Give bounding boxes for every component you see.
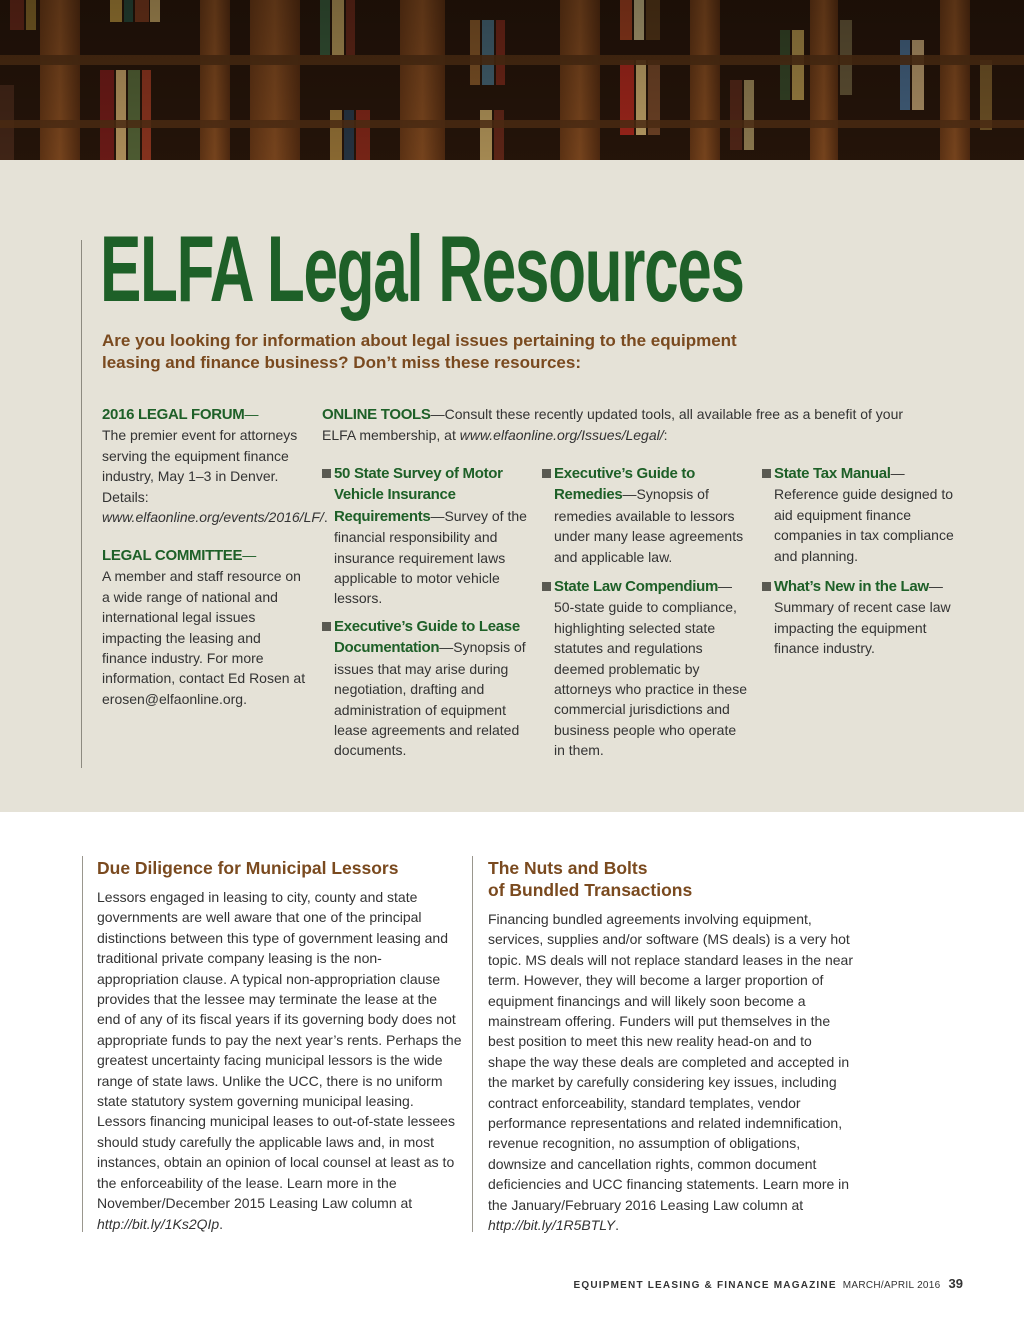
article-body-text: Financing bundled agreements involving equipment, services, supplies and/or software (MS deals) is a very hot topic. MS deals will not replace standard leases in the near term. However, they will become a larger proportion of equipment financings and will likely soon become a mainstream offering. Funders will put themselves in the best position to meet this new reality head-on and to shape the way these deals are completed and accepted in the market by carefully considering key issues, including contract enforceability, standard templates, vendor performance representations and related indemnification, revenue recognition, no assumption of obligations, downsize and cancellation rights, common document deficiencies and UCC financing statements. Learn more in the January/February 2016 Leasing Law column at — [488, 911, 853, 1213]
bullet-square-icon — [762, 469, 771, 478]
article-title-line2: of Bundled Transactions — [488, 880, 693, 900]
legal-committee-dash: — — [242, 547, 257, 563]
tool-desc: —Synopsis of remedies available to lessors under many lease agreements and applicable law. — [554, 486, 744, 565]
tool-desc: —Survey of the financial responsibility and insurance requirement laws applicable to motor vehicle lessors. — [334, 507, 527, 607]
article-rule-left — [82, 856, 83, 1232]
tool-title[interactable]: State Law Compendium — [554, 578, 719, 595]
online-tools-body: —Consult these recently updated tools, all available free as a benefit of your ELFA membership, at — [322, 406, 904, 444]
article-title-line1: The Nuts and Bolts — [488, 858, 648, 878]
bullet-square-icon — [762, 582, 771, 591]
footer-issue-date: MARCH/APRIL 2016 — [842, 1280, 941, 1291]
tool-item — [762, 463, 967, 566]
legal-forum-heading: 2016 LEGAL FORUM — [102, 406, 245, 423]
tool-item — [542, 576, 747, 761]
bullet-square-icon — [322, 622, 331, 631]
legal-forum-body: The premier event for attorneys serving the equipment finance industry, May 1–3 in Denver. Details: — [102, 427, 298, 505]
intro-text: Are you looking for information about legal issues pertaining to the equipment leasing and finance business? Don’t miss these resources: — [102, 331, 737, 372]
page-title: ELFA Legal Resources — [100, 216, 744, 321]
article-link[interactable]: http://bit.ly/1R5BTLY — [488, 1217, 616, 1234]
panel-vertical-rule — [81, 240, 82, 768]
online-tools-end: : — [663, 427, 668, 444]
bullet-square-icon — [542, 582, 551, 591]
article-municipal-lessors — [97, 857, 462, 1234]
tool-desc: —Reference guide designed to aid equipment finance companies in tax compliance and planning. — [774, 465, 954, 564]
legal-forum-section — [102, 404, 328, 527]
legal-forum-link[interactable]: www.elfaonline.org/events/2016/LF/ — [102, 509, 324, 526]
footer-page-number: 39 — [948, 1276, 963, 1291]
tool-title[interactable]: Executive’s Guide to Lease Documentation — [334, 618, 520, 657]
article-rule-middle — [472, 856, 473, 1232]
legal-committee-body: A member and staff resource on a wide range of national and international legal issues impacting the leasing and finance industry. For more information, contact Ed Rosen at erosen@elfaonline.org. — [102, 568, 306, 707]
legal-committee-heading: LEGAL COMMITTEE — [102, 547, 243, 564]
article-link[interactable]: http://bit.ly/1Ks2QIp — [97, 1215, 220, 1232]
article-end: . — [615, 1217, 619, 1234]
tool-title[interactable]: What’s New in the Law — [774, 578, 929, 595]
tool-title[interactable]: 50 State Survey of Motor Vehicle Insurance Requirements — [334, 465, 503, 525]
article-end: . — [219, 1215, 224, 1232]
online-tools-link[interactable]: www.elfaonline.org/Issues/Legal/ — [459, 427, 664, 444]
article-body-text: Lessors engaged in leasing to city, county and state governments are well aware that one of the principal distinctions between this type of government leasing and traditional private company leasing is the non-appropriation clause. A typical non-appropriation clause provides that the lessee may terminate the lease at the end of any of its fiscal years if its governing body does not appropriate funds to pay the next year’s rents. Perhaps the greatest uncertainty facing municipal lessors is the wide range of state laws. Unlike the UCC, there is no uniform state statutory system governing municipal leasing. Lessors financing municipal leases to out-of-state lessees should study carefully the applicable laws and, in most instances, obtain an opinion of local counsel at least as to the enforceability of the lease. Learn more in the November/December 2015 Leasing Law column at — [97, 889, 462, 1212]
tool-item — [762, 576, 967, 659]
online-tools-section — [322, 404, 932, 446]
article-body — [488, 909, 853, 1236]
bullet-square-icon — [322, 469, 331, 478]
article-bundled-transactions — [488, 857, 853, 1236]
tool-title[interactable]: Executive’s Guide to Remedies — [554, 465, 695, 504]
online-tools-heading: ONLINE TOOLS — [322, 406, 431, 423]
tool-item — [322, 616, 527, 761]
article-title: Due Diligence for Municipal Lessors — [97, 858, 399, 878]
header-bookshelf-photo — [0, 0, 1024, 160]
article-title — [488, 857, 853, 901]
tool-desc: —Synopsis of issues that may arise during negotiation, drafting and administration of equipment lease agreements and related documents. — [334, 639, 526, 759]
tool-desc: —Summary of recent case law impacting the equipment finance industry. — [774, 578, 951, 657]
article-body — [97, 887, 462, 1234]
tool-desc: —50-state guide to compliance, highlighting selected state statutes and regulations deemed problematic by attorneys who practice in these commercial jurisdictions and business people who operate in them. — [554, 578, 747, 759]
tool-item — [322, 463, 527, 609]
legal-forum-dash: — — [244, 406, 259, 422]
footer-magazine-name: EQUIPMENT LEASING & FINANCE MAGAZINE — [573, 1280, 837, 1291]
tool-title[interactable]: State Tax Manual — [774, 465, 891, 482]
legal-forum-end: . — [323, 509, 328, 526]
page-footer — [574, 1276, 964, 1291]
legal-committee-section — [102, 545, 307, 709]
bullet-square-icon — [542, 469, 551, 478]
tool-item — [542, 463, 747, 567]
bookshelf-illustration — [0, 0, 1024, 160]
